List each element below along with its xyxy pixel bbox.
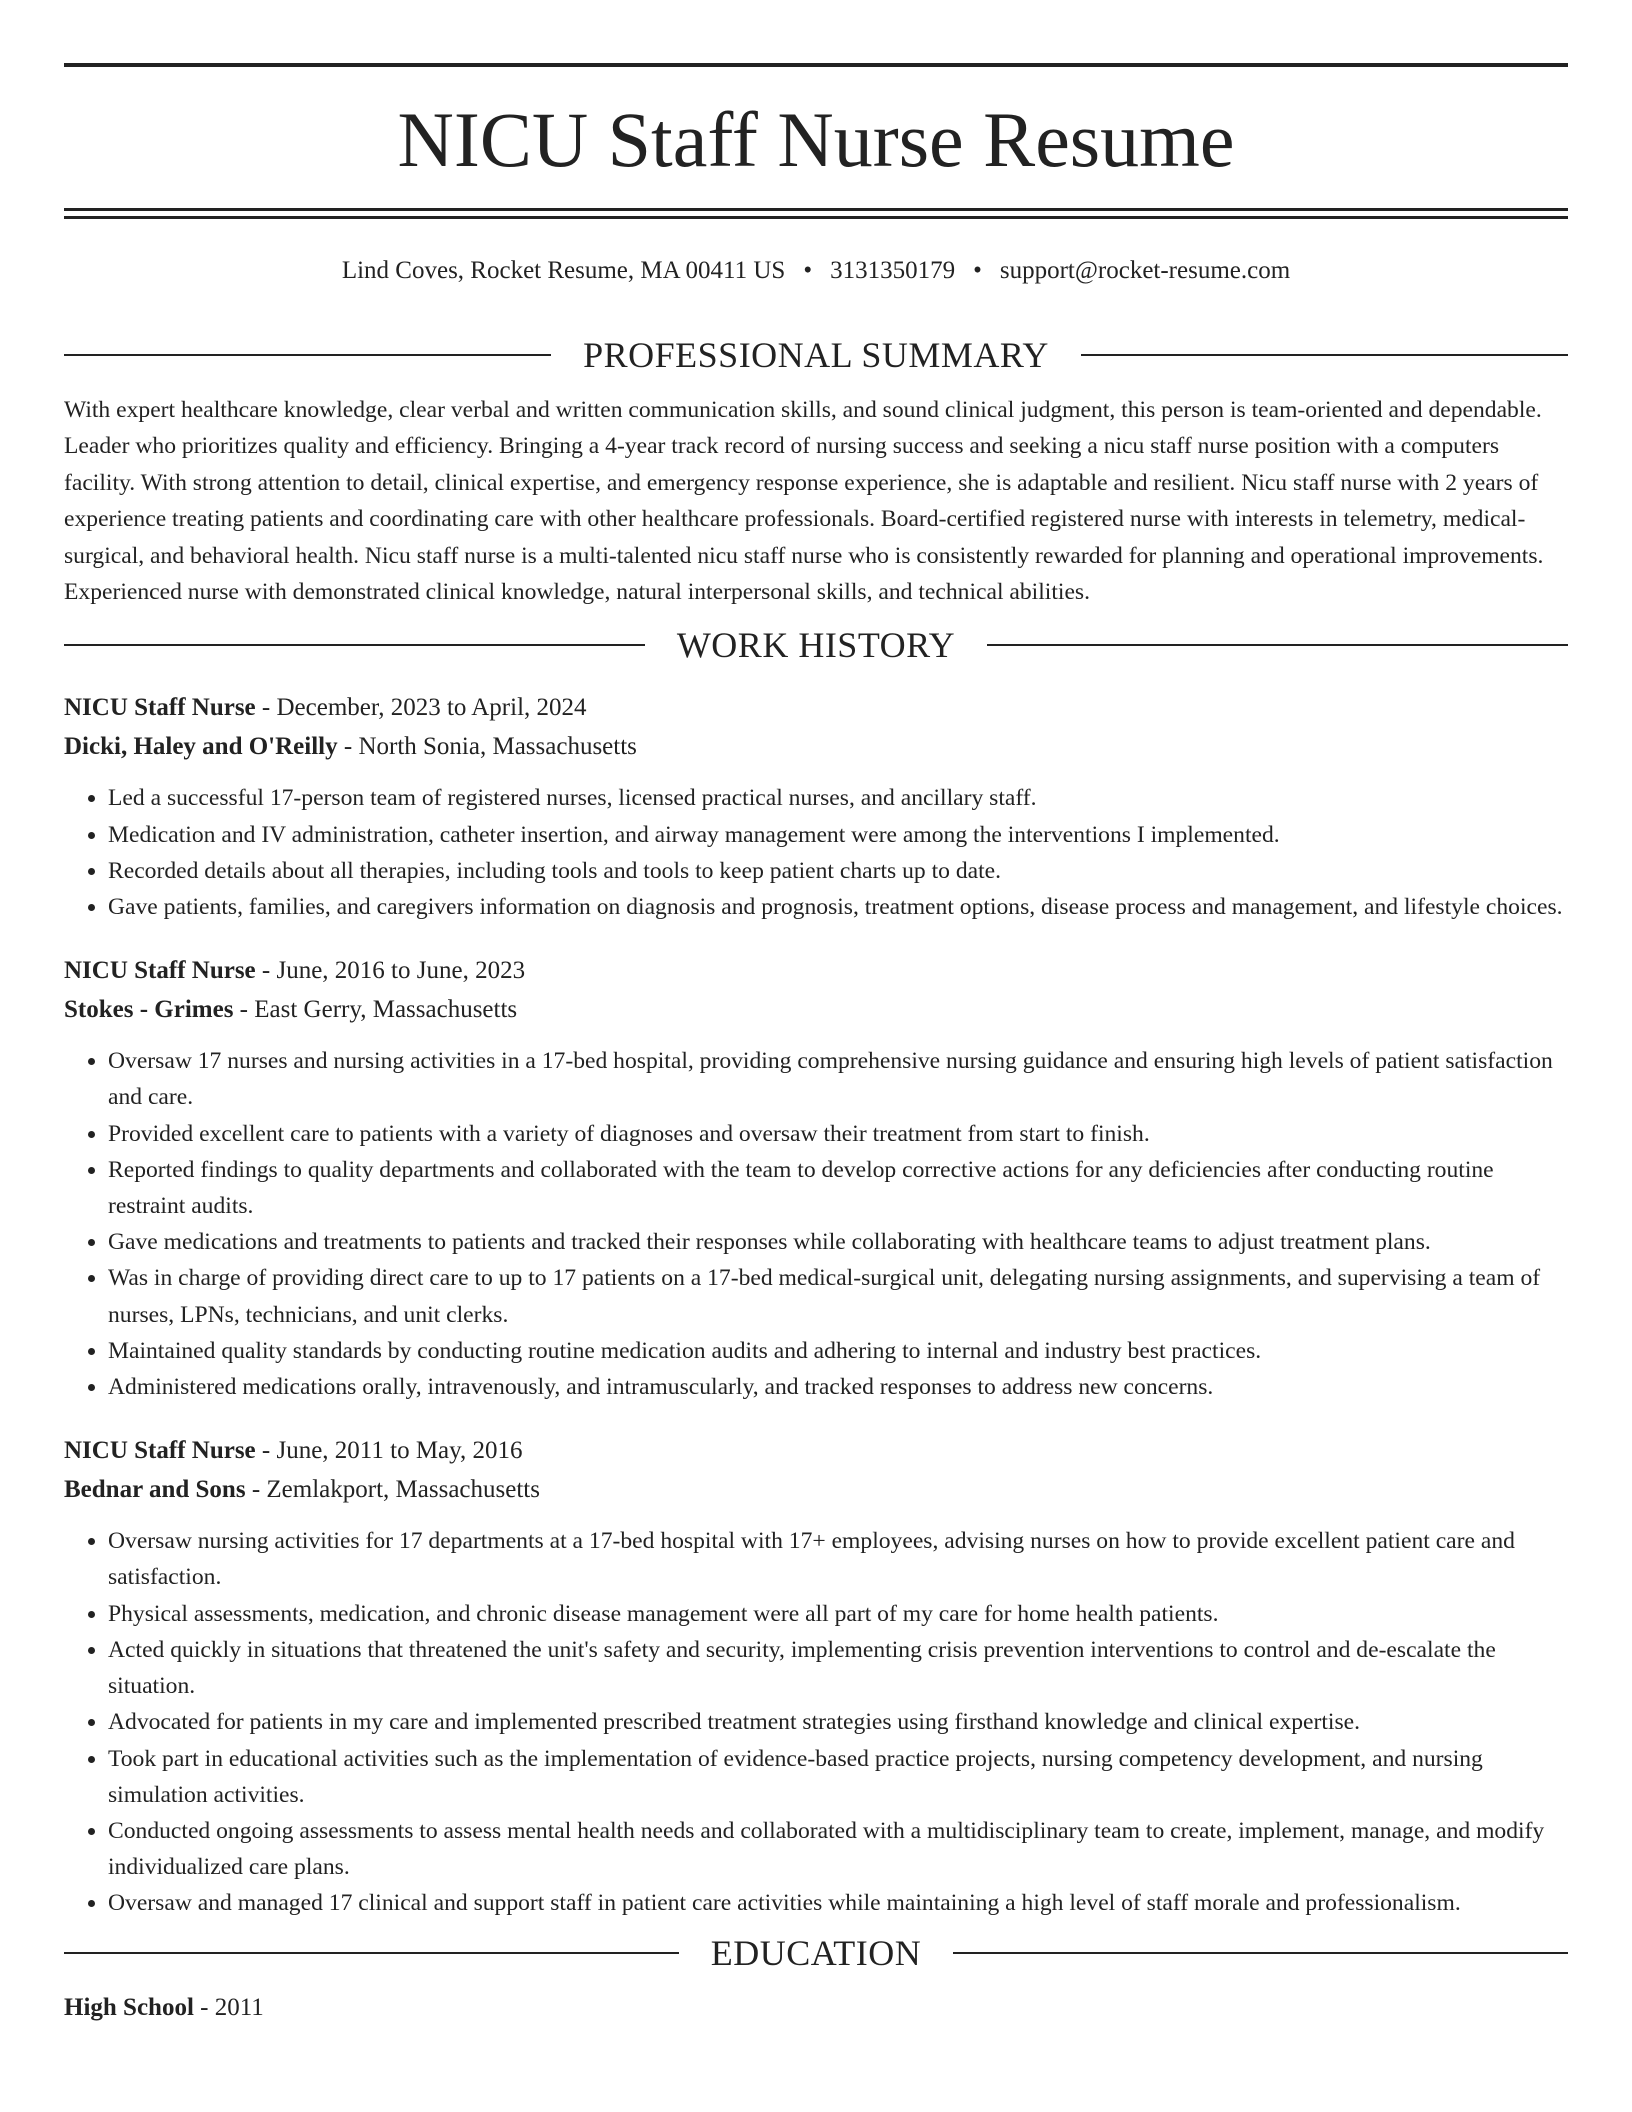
job-title: NICU Staff Nurse <box>64 694 256 722</box>
job-title-line <box>64 688 1568 727</box>
list-item: • Gave patients, families, and caregivers information on diagnosis and prognosis, treatment options, disease process and management, and lifestyle choices. <box>108 889 1568 925</box>
job-entry <box>64 688 1568 925</box>
job-entry <box>64 951 1568 1405</box>
job-title-line <box>64 1431 1568 1470</box>
heading-rule-left <box>64 644 645 646</box>
list-item: • Physical assessments, medication, and chronic disease management were all part of my care for home health patients. <box>108 1596 1568 1632</box>
contact-separator: • <box>803 257 813 284</box>
heading-rule-left <box>64 1952 679 1954</box>
contact-separator: • <box>973 257 982 284</box>
education-entry <box>64 1988 1568 2027</box>
job-company-line <box>64 1470 1568 1509</box>
job-company: Bednar and Sons <box>64 1476 246 1504</box>
list-item: • Gave medications and treatments to patients and tracked their responses while collaborating with healthcare teams to adjust treatment plans. <box>108 1224 1568 1260</box>
job-location: - Zemlakport, Massachusetts <box>245 1476 540 1504</box>
education-year: - 2011 <box>193 1993 264 2021</box>
list-item: • Advocated for patients in my care and implemented prescribed treatment strategies using firsthand knowledge and clinical expertise. <box>108 1704 1568 1740</box>
job-title: NICU Staff Nurse <box>64 957 256 985</box>
list-item: • Was in charge of providing direct care to up to 17 patients on a 17-bed medical-surgical unit, delegating nursing assignments, and supervising a team of nurses, LPNs, technicians, and unit clerks. <box>108 1260 1568 1332</box>
list-item: • Acted quickly in situations that threatened the unit's safety and security, implementing crisis prevention interventions to control and de-escalate the situation. <box>108 1632 1568 1704</box>
job-company: Stokes - Grimes <box>64 996 234 1024</box>
job-entry <box>64 1431 1568 1921</box>
list-item: • Oversaw 17 nurses and nursing activities in a 17-bed hospital, providing comprehensive nursing guidance and ensuring high levels of patient satisfaction and care. <box>108 1043 1568 1115</box>
heading-rule-left <box>64 354 551 356</box>
contact-address: Lind Coves, Rocket Resume, MA 00411 US <box>341 257 786 284</box>
job-dates: - June, 2011 to May, 2016 <box>255 1437 523 1465</box>
resume-title: NICU Staff Nurse Resume <box>397 96 1235 183</box>
section-heading-summary <box>64 330 1568 380</box>
education-degree: High School <box>64 1993 194 2021</box>
job-bullets <box>64 1523 1568 1921</box>
double-rule-lower <box>64 216 1568 219</box>
list-item: • Conducted ongoing assessments to assess mental health needs and collaborated with a multidisciplinary team to create, implement, manage, and modify individualized care plans. <box>108 1813 1568 1885</box>
job-location: - East Gerry, Massachusetts <box>233 996 518 1024</box>
list-item: • Reported findings to quality departments and collaborated with the team to develop corrective actions for any deficiencies after conducting routine restraint audits. <box>108 1152 1568 1224</box>
section-heading-education <box>64 1928 1568 1978</box>
job-company-line <box>64 990 1568 1029</box>
list-item: • Medication and IV administration, catheter insertion, and airway management were among the interventions I implemented. <box>108 817 1568 853</box>
section-title: PROFESSIONAL SUMMARY <box>583 335 1049 375</box>
job-bullets <box>64 1043 1568 1405</box>
section-heading-work <box>64 620 1568 670</box>
job-company-line <box>64 727 1568 766</box>
job-location: - North Sonia, Massachusetts <box>337 733 637 761</box>
heading-rule-right <box>953 1952 1568 1954</box>
job-dates: - June, 2016 to June, 2023 <box>255 957 526 985</box>
contact-phone: 3131350179 <box>830 257 956 284</box>
summary-text: With expert healthcare knowledge, clear verbal and written communication skills, and sound clinical judgment, this person is team-oriented and dependable. Leader who prioritizes quality and efficiency. Bringing a 4-year track record of nursing success and seeking a nicu staff nurse position with a computers facility. With strong attention to detail, clinical expertise, and emergency response experience, she is adaptable and resilient. Nicu staff nurse with 2 years of experience treating patients and coordinating care with other healthcare professionals. Board-certified registered nurse with interests in telemetry, medical-surgical, and behavioral health. Nicu staff nurse is a multi-talented nicu staff nurse who is consistently rewarded for planning and operational improvements. Experienced nurse with demonstrated clinical knowledge, natural interpersonal skills, and technical abilities. <box>64 397 1544 606</box>
list-item: • Maintained quality standards by conducting routine medication audits and adhering to internal and industry best practices. <box>108 1333 1568 1369</box>
list-item: • Took part in educational activities such as the implementation of evidence-based practice projects, nursing competency development, and nursing simulation activities. <box>108 1741 1568 1813</box>
list-item: • Led a successful 17-person team of registered nurses, licensed practical nurses, and ancillary staff. <box>108 780 1568 816</box>
section-title: WORK HISTORY <box>676 625 956 666</box>
list-item: • Oversaw and managed 17 clinical and support staff in patient care activities while maintaining a high level of staff morale and professionalism. <box>108 1885 1568 1921</box>
list-item: • Oversaw nursing activities for 17 departments at a 17-bed hospital with 17+ employees, advising nurses on how to provide excellent patient care and satisfaction. <box>108 1523 1568 1595</box>
heading-rule-right <box>1081 354 1568 356</box>
job-title-line <box>64 951 1568 990</box>
list-item: • Provided excellent care to patients with a variety of diagnoses and oversaw their treatment from start to finish. <box>108 1116 1568 1152</box>
section-title: EDUCATION <box>710 1932 922 1973</box>
list-item: • Administered medications orally, intravenously, and intramuscularly, and tracked responses to address new concerns. <box>108 1369 1568 1405</box>
top-rule <box>64 63 1568 67</box>
job-title: NICU Staff Nurse <box>64 1437 256 1465</box>
job-bullets <box>64 780 1568 925</box>
job-company: Dicki, Haley and O'Reilly <box>64 733 338 761</box>
job-dates: - December, 2023 to April, 2024 <box>255 694 587 722</box>
contact-email: support@rocket-resume.com <box>999 257 1291 284</box>
heading-rule-right <box>987 644 1568 646</box>
double-rule-upper <box>64 208 1568 211</box>
contact-line <box>64 254 1568 288</box>
resume-content <box>64 330 1568 2027</box>
list-item: • Recorded details about all therapies, including tools and tools to keep patient charts up to date. <box>108 853 1568 889</box>
